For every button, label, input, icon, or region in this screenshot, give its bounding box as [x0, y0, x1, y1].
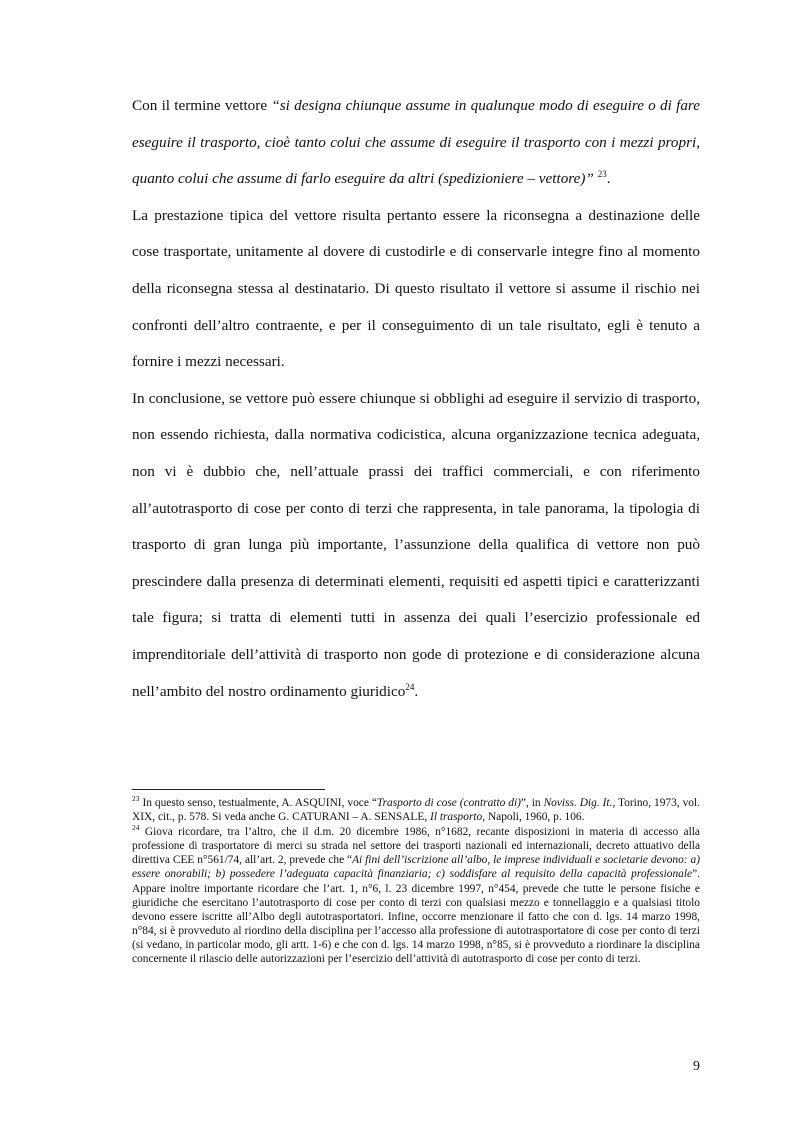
footnote-23-title-3: Il trasporto [430, 811, 483, 824]
footnote-23-text-d: , Napoli, 1960, p. 106. [482, 811, 585, 824]
page-number: 9 [693, 1059, 700, 1074]
footnote-23-title-2: Noviss. Dig. It. [543, 797, 613, 809]
footnote-23-number: 23 [132, 794, 140, 804]
footnote-23-text-c: , Torino, 1973, vol. XIX, cit., p. 578. Si veda anche G. CATURANI – A. SENSALE, [132, 797, 700, 824]
paragraph-1 [132, 88, 700, 198]
body-text [132, 88, 700, 710]
paragraph-2: La prestazione tipica del vettore risulta pertanto essere la riconsegna a destinazione delle cose trasportate, unitamente al dovere di custodirle e di conservarle integre fino al momento della riconsegna stessa al destinatario. Di questo risultato il vettore si assume il rischio nei confronti dell’altro contraente, e per il conseguimento di un tale risultato, egli è tenuto a fornire i mezzi necessari. [132, 206, 700, 371]
footnote-ref-23[interactable]: 23 [597, 169, 607, 180]
footnote-ref-24[interactable]: 24 [405, 681, 415, 692]
footnote-24-quote: Ai fini dell’iscrizione all’albo, le imprese individuali e societarie devono: a) essere onorabili; b) possedere l’adeguata capacità finanziaria; c) soddisfare al requisito della capacità professionale [132, 854, 700, 881]
paragraph-3-end: . [414, 682, 419, 700]
footnote-23-text-a: In questo senso, testualmente, A. ASQUINI, voce “ [139, 797, 377, 809]
footnote-23-title-1: Trasporto di cose (contratto di) [376, 797, 521, 809]
footnotes [132, 796, 700, 967]
footnote-24-text-b: ”. Appare inoltre importante ricordare che l’art. 1, n°6, l. 23 dicembre 1997, n°454, prevede che tutte le persone fisiche e giuridiche che esercitano l’autotrasporto di cose per conto di terzi con qualsiasi mezzo e tonnellaggio e a qualsiasi titolo devono essere iscritte all’Albo degli autotrasportatori. Infine, occorre menzionare il fatto che con d. lgs. 14 marzo 1998, n°84, si è provveduto al riordino della disciplina per l’accesso alla professione di autotrasportatore di cose per conto di terzi (si vedano, in particolar modo, gli artt. 1-6) e che con d. lgs. 14 marzo 1998, n°85, si è provveduto a riordinare la disciplina concernente il rilascio delle autorizzazioni per l’esercizio dell’attività di autotrasporto di cose per conto di terzi. [132, 868, 700, 966]
footnote-24-text-a: Giova ricordare, tra l’altro, che il d.m. 20 dicembre 1986, n°1682, recante disposizioni in materia di accesso alla professione di trasportatore di merci su strada nel settore dei trasporti nazionali ed internazionali, decreto attuativo della direttiva CEE n°561/74, all’art. 2, prevede che “ [132, 826, 700, 867]
footnote-23 [132, 796, 700, 824]
paragraph-1-end: . [606, 170, 611, 188]
paragraph-3 [132, 381, 700, 710]
paragraph-3-text: In conclusione, se vettore può essere chiunque si obblighi ad eseguire il servizio di trasporto, non essendo richiesta, dalla normativa codicistica, alcuna organizzazione tecnica adeguata, non vi è dubbio che, nell’attuale prassi dei traffici commerciali, e con riferimento all’autotrasporto di cose per conto di terzi che rappresenta, in tale panorama, la tipologia di trasporto di gran lunga più importante, l’assunzione della qualifica di vettore non può prescindere dalla presenza di determinati elementi, requisiti ed aspetti tipici e caratterizzanti tale figura; si tratta di elementi tutti in assenza dei quali l’esercizio professionale ed imprenditoriale dell’attività di trasporto non gode di protezione e di considerazione alcuna nell’ambito del nostro ordinamento giuridico [132, 389, 700, 700]
footnote-24 [132, 825, 700, 966]
footnote-24-number: 24 [132, 823, 140, 833]
paragraph-1-lead: Con il termine vettore [132, 97, 272, 114]
footnote-23-text-b: ”, in [520, 797, 544, 809]
paragraph-1-quote: “si designa chiunque assume in qualunque modo di eseguire o di fare eseguire il trasporto, cioè tanto colui che assume di eseguire il trasporto con i mezzi propri, quanto colui che assume di farlo eseguire da altri (spedizioniere – vettore)” [132, 97, 700, 188]
footnote-separator [132, 789, 325, 790]
